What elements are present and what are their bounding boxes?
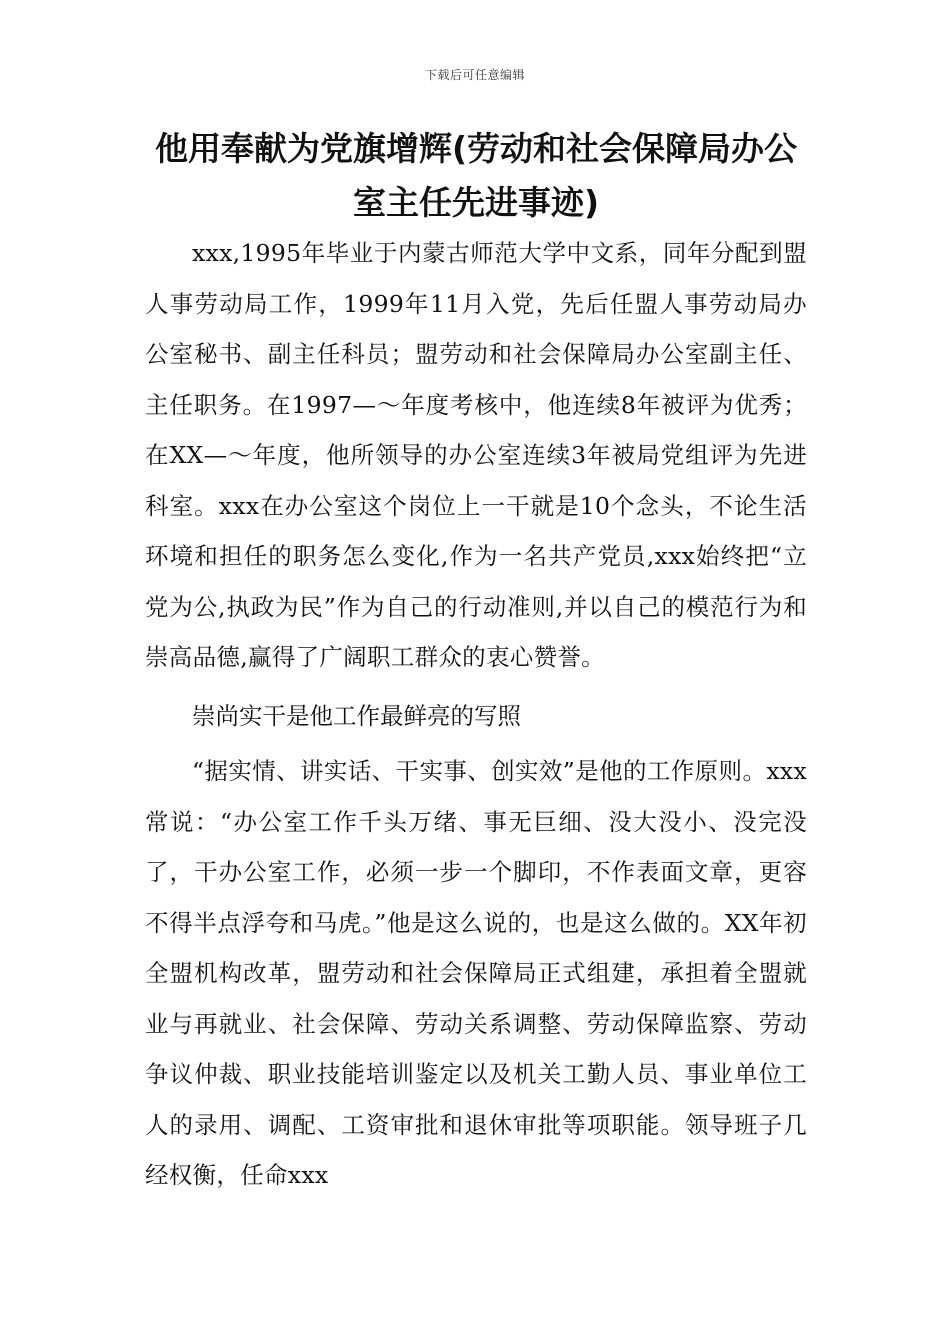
document-body [145, 228, 807, 1201]
paragraph-intro: xxx,1995年毕业于内蒙古师范大学中文系，同年分配到盟人事劳动局工作，1999年11月入党，先后任盟人事劳动局办公室秘书、副主任科员；盟劳动和社会保障局办公室副主任、主任职务。在1997—～年度考核中，他连续8年被评为优秀；在XX—～年度，他所领导的办公室连续3年被局党组评为先进科室。xxx在办公室这个岗位上一干就是10个念头，不论生活环境和担任的职务怎么变化,作为一名共产党员,xxx始终把“立党为公,执政为民”作为自己的行动准则,并以自己的模范行为和崇高品德,赢得了广阔职工群众的衷心赞誉。 [145, 239, 807, 671]
paragraph-work-principle: “据实情、讲实话、干实事、创实效”是他的工作原则。xxx常说：“办公室工作千头万绪、事无巨细、没大没小、没完没了，干办公室工作，必须一步一个脚印，不作表面文章，更容不得半点浮夸和马虎。”他是这么说的，也是这么做的。XX年初全盟机构改革，盟劳动和社会保障局正式组建，承担着全盟就业与再就业、社会保障、劳动关系调整、劳动保障监察、劳动争议仲裁、职业技能培训鉴定以及机关工勤人员、事业单位工人的录用、调配、工资审批和退休审批等项职能。领导班子几经权衡，任命xxx [145, 757, 807, 1189]
section-subheading: 崇尚实干是他工作最鲜亮的写照 [192, 701, 521, 730]
header-note: 下载后可任意编辑 [424, 68, 525, 82]
document-title: 他用奉献为党旗增辉(劳动和社会保障局办公室主任先进事迹) [154, 129, 798, 222]
